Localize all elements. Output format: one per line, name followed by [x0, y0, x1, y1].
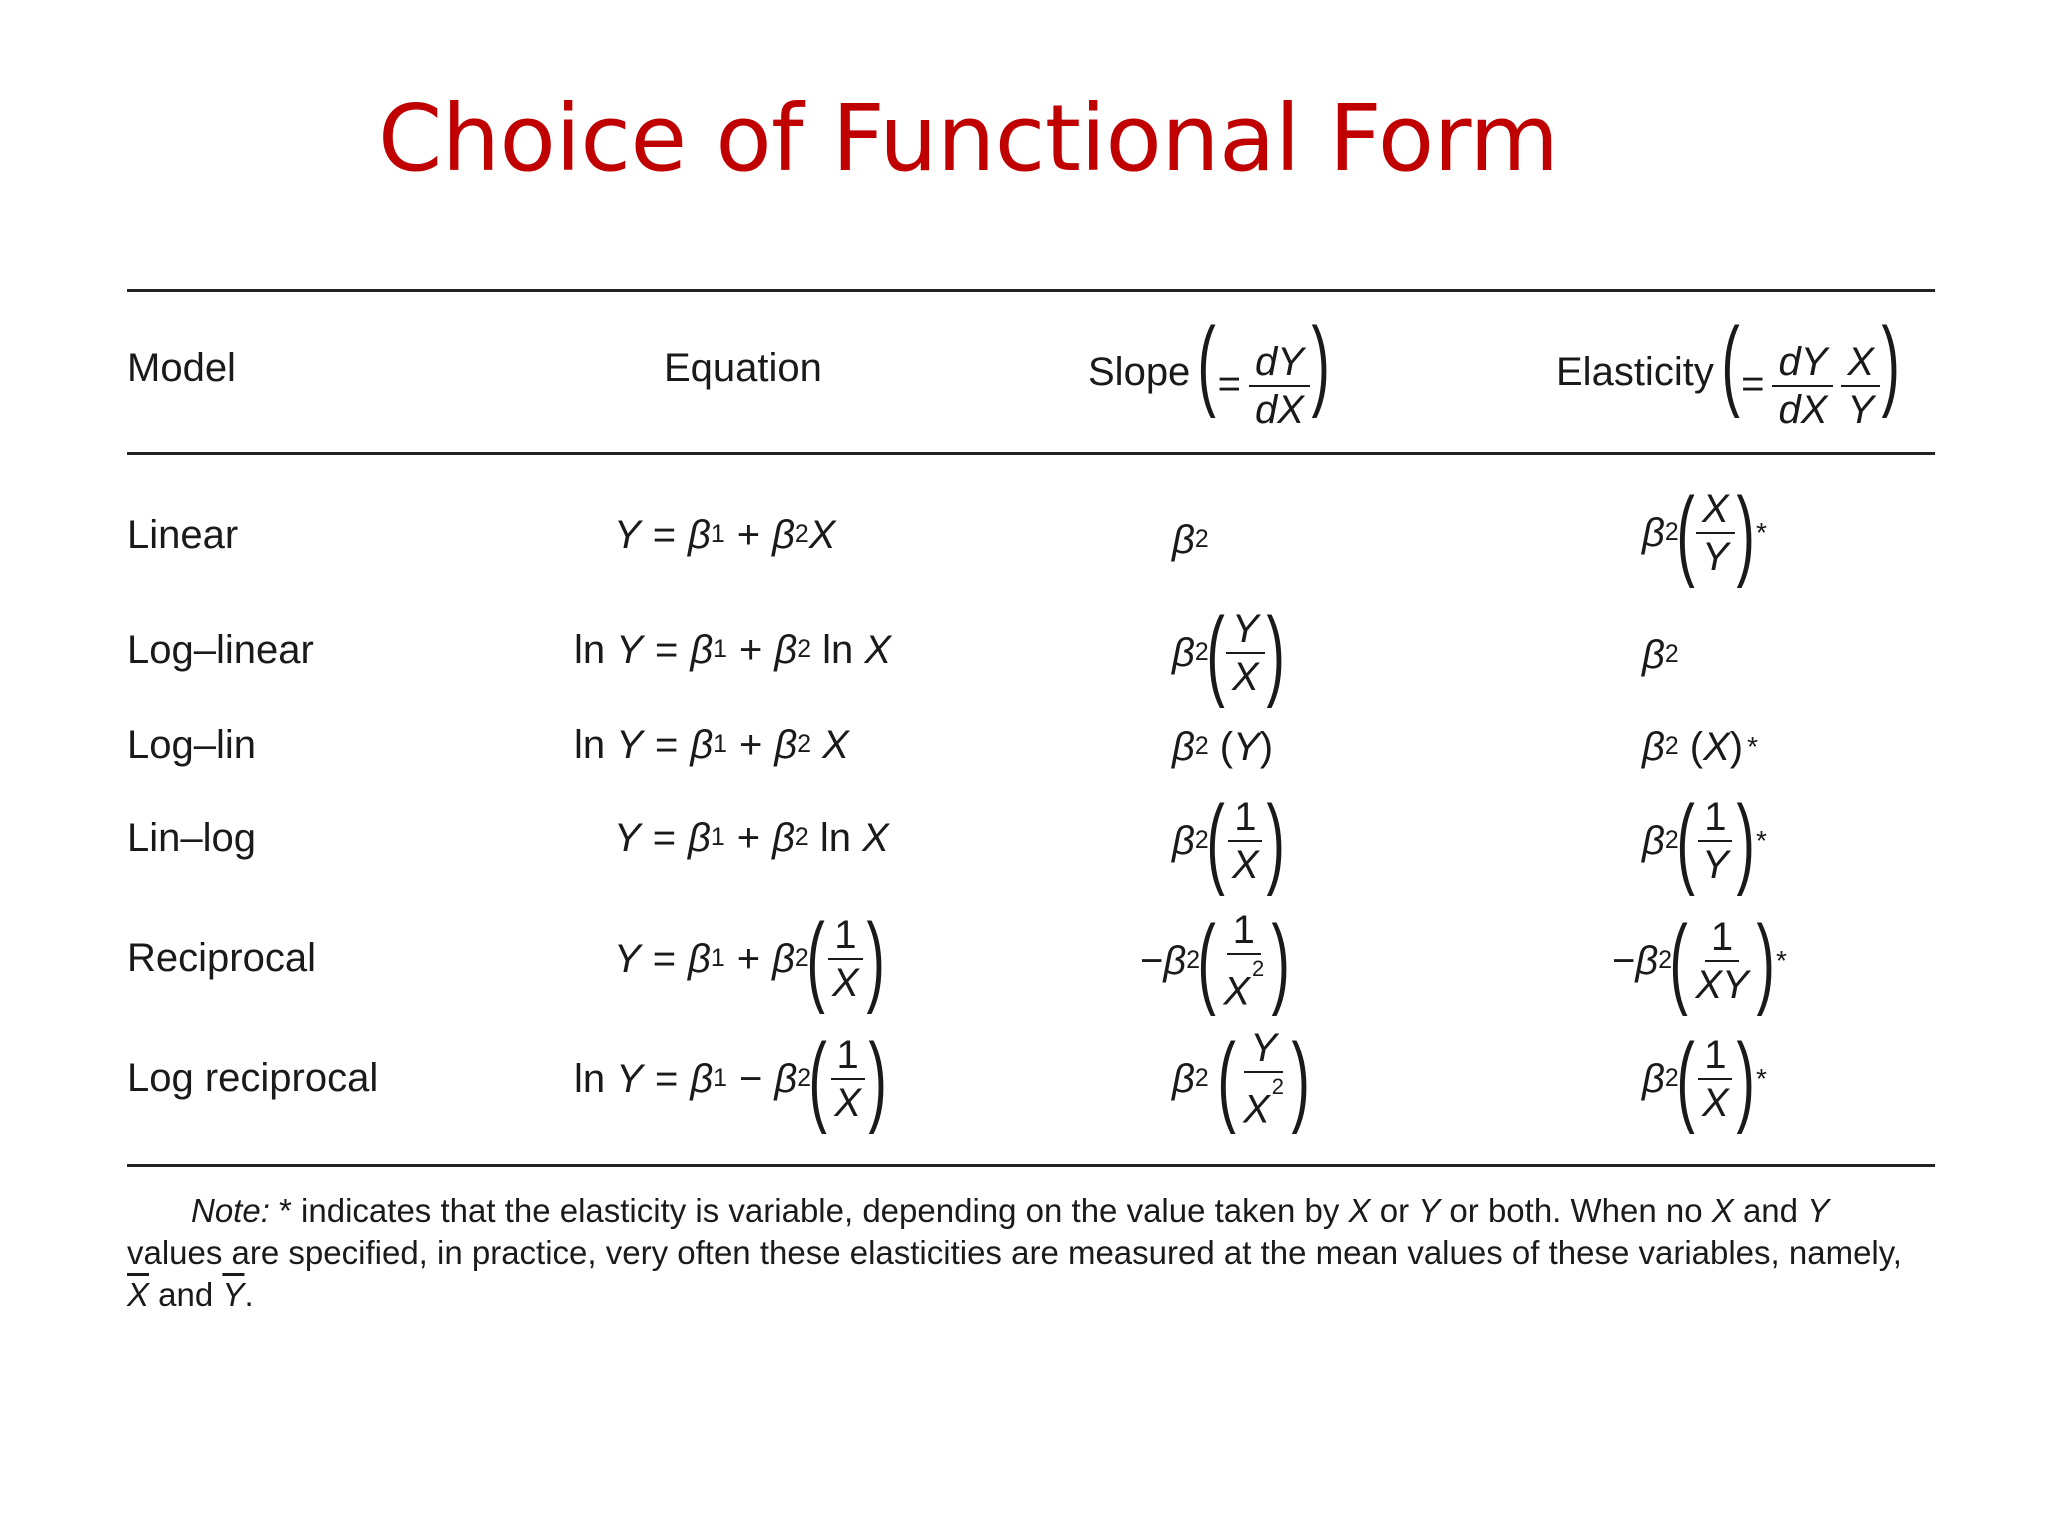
note-ybar: $\overline{Y}$	[222, 1276, 245, 1313]
slope-log-linear: β 2 ( $\frac{Y}{X}$ )	[1172, 597, 1285, 709]
slope-linear: β 2	[1172, 517, 1209, 562]
note-text-2: or both. When no	[1440, 1192, 1712, 1229]
row-label-log-reciprocal: Log reciprocal	[127, 1055, 379, 1100]
header-slope-label: Slope	[1088, 349, 1191, 394]
row-label-log-linear: Log–linear	[127, 627, 314, 672]
header-slope	[1088, 306, 1330, 433]
slide-title: Choice of Functional Form	[378, 85, 1559, 192]
elasticity-log-lin: β 2 ( X ) *	[1642, 724, 1759, 769]
elasticity-reciprocal: − β 2 ( $\frac{1}{XY}$ ) *	[1612, 905, 1787, 1017]
note-y1: Y	[1418, 1192, 1441, 1229]
equation-reciprocal: Y = β 1 + β 2 ( $\frac{1}{X}$ )	[614, 903, 885, 1015]
elasticity-log-linear: β 2	[1642, 632, 1679, 677]
note-y2: Y	[1807, 1192, 1830, 1229]
row-label-reciprocal: Reciprocal	[127, 935, 316, 980]
equation-linear: Y = β 1 + β 2 X	[614, 512, 836, 557]
note-x2: X	[1711, 1192, 1734, 1229]
note-and2: and	[149, 1276, 223, 1313]
equation-lin-log: Y = β 1 + β 2 ln X	[614, 815, 889, 860]
header-model: Model	[127, 345, 236, 390]
note-or1: or	[1370, 1192, 1419, 1229]
elasticity-linear: β 2 ( $\frac{X}{Y}$ ) *	[1642, 477, 1767, 589]
slope-log-reciprocal: β 2 ( $\frac{Y}{X^2}$ )	[1172, 1023, 1310, 1135]
header-elasticity-formula: (= $\frac{dY}{dX}$ $\frac{X}{Y}$ )	[1721, 306, 1900, 433]
equation-log-linear: ln Y = β 1 + β 2 ln X	[574, 627, 892, 672]
note-text-1: * indicates that the elasticity is variable, depending on the value taken by	[269, 1192, 1349, 1229]
row-label-log-lin: Log–lin	[127, 722, 257, 767]
elasticity-lin-log: β 2 ( $\frac{1}{Y}$ ) *	[1642, 785, 1767, 897]
note-xbar: $\overline{X}$	[127, 1276, 150, 1313]
slope-log-lin: β 2 ( Y )	[1172, 724, 1274, 769]
table-bottom-rule	[127, 1164, 1935, 1167]
row-label-linear: Linear	[127, 512, 239, 557]
note-and1: and	[1733, 1192, 1808, 1229]
equation-log-reciprocal: ln Y = β 1 − β 2 ( $\frac{1}{X}$ )	[574, 1023, 887, 1135]
note-text-3: values are specified, in practice, very often these elasticities are measured at the mean values of these variables, namely,	[127, 1234, 1902, 1271]
note-x1: X	[1348, 1192, 1371, 1229]
slope-lin-log: β 2 ( $\frac{1}{X}$ )	[1172, 785, 1285, 897]
table-top-rule	[127, 289, 1935, 292]
header-elasticity	[1556, 306, 1900, 433]
table-note	[127, 1190, 1907, 1316]
header-elasticity-label: Elasticity	[1556, 349, 1714, 394]
note-end: .	[244, 1276, 254, 1313]
equation-log-lin: ln Y = β 1 + β 2 X	[574, 722, 849, 767]
elasticity-log-reciprocal: β 2 ( $\frac{1}{X}$ ) *	[1642, 1023, 1767, 1135]
table-header-rule	[127, 452, 1935, 455]
note-label: Note:	[191, 1192, 270, 1229]
header-slope-formula: (= $\frac{dY}{dX}$ )	[1197, 306, 1330, 433]
row-label-lin-log: Lin–log	[127, 815, 257, 860]
slope-reciprocal: − β 2 ( $\frac{1}{X^2}$ )	[1140, 905, 1291, 1017]
header-equation: Equation	[664, 345, 822, 390]
